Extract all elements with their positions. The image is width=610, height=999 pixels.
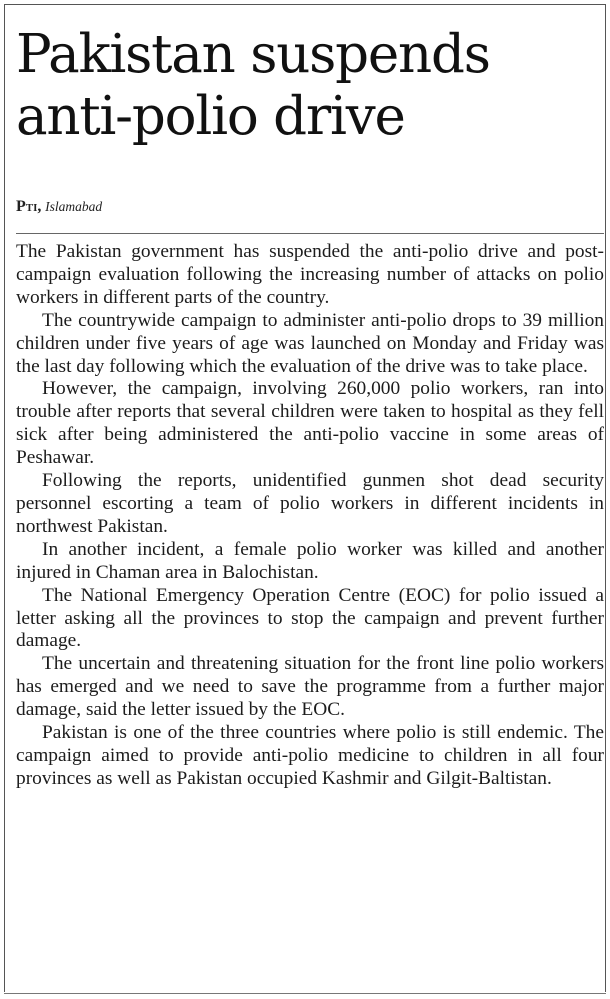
byline-location: Islamabad [45,199,103,214]
paragraph-6: The National Emergency Operation Centre (EOC) for polio issued a letter asking all the provinces to stop the campaign and prevent further damage. [16,584,604,652]
headline: Pakistan suspends anti-polio drive [16,24,490,147]
paragraph-3: However, the campaign, involving 260,000 polio workers, ran into trouble after reports that several children were taken to hospital as they fell sick after being administered the anti-polio vaccine in some areas of Peshawar. [16,378,604,469]
paragraph-8: Pakistan is one of the three countries where polio is still endemic. The campaign aimed to provide anti-polio medicine to children in all four provinces as well as Pakistan occupied Kashmir and Gilgit-Baltistan. [16,722,604,789]
paragraph-2: The countrywide campaign to administer anti-polio drops to 39 million children under five years of age was launched on Monday and Friday was the last day following which the evaluation of the drive was to take place. [16,309,604,377]
paragraph-1: The Pakistan government has suspended the anti-polio drive and post-campaign evaluation following the increasing number of attacks on polio workers in different parts of the country. [16,241,604,308]
paragraph-5: In another incident, a female polio worker was killed and another injured in Chaman area in Balochistan. [16,538,604,583]
byline-divider [16,233,604,234]
paragraph-7: The uncertain and threatening situation for the front line polio workers has emerged and we need to save the programme from a further major damage, said the letter issued by the EOC. [16,653,604,721]
paragraph-4: Following the reports, unidentified gunmen shot dead security personnel escorting a team of polio workers in different incidents in northwest Pakistan. [16,470,604,537]
frame-bottom-rule [4,993,606,994]
byline [16,198,102,216]
byline-agency: Pti, [16,198,42,215]
article-body [16,241,604,791]
